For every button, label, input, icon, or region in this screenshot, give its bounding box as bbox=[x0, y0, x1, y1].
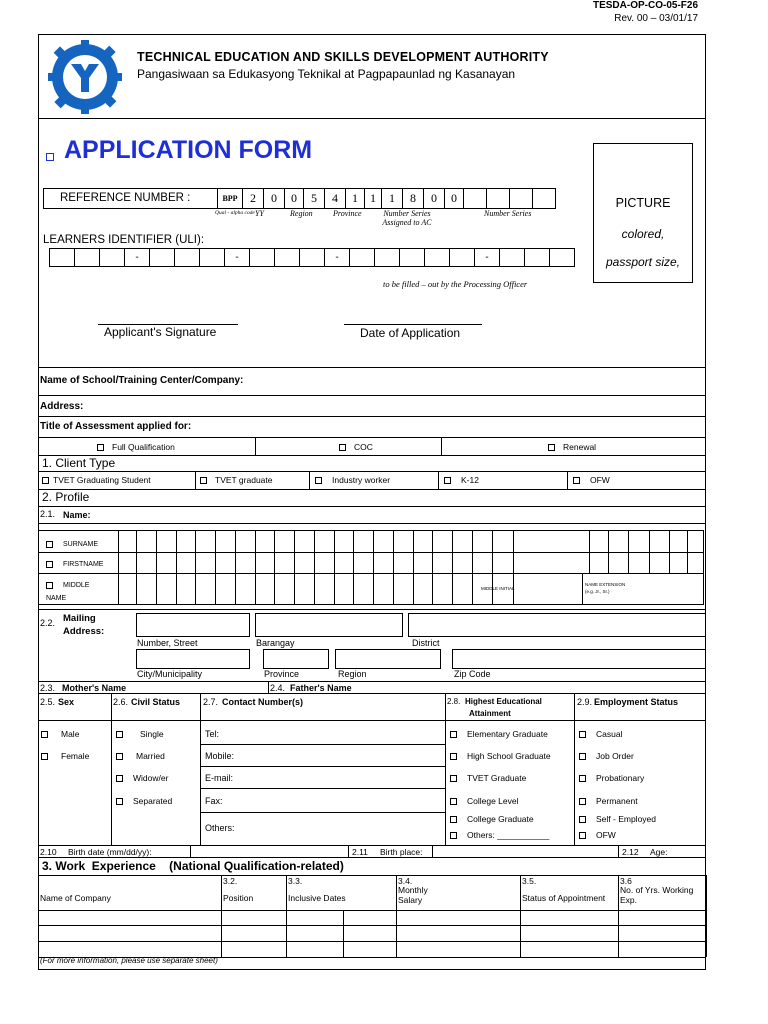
checkbox[interactable] bbox=[41, 753, 48, 760]
uli-cell[interactable] bbox=[549, 248, 575, 267]
col-line bbox=[574, 693, 575, 845]
emp-job-order[interactable] bbox=[579, 751, 634, 761]
col-line bbox=[195, 471, 196, 489]
uli-cell[interactable] bbox=[149, 248, 175, 267]
city-label: City/Municipality bbox=[137, 669, 203, 679]
date-line bbox=[344, 324, 482, 325]
name-grid-divider bbox=[582, 573, 583, 605]
checkbox[interactable] bbox=[46, 582, 53, 589]
region-field[interactable] bbox=[335, 649, 441, 669]
work-col-line bbox=[520, 875, 521, 957]
option-coc[interactable] bbox=[339, 442, 373, 452]
surname-row bbox=[46, 541, 98, 548]
checkbox[interactable] bbox=[116, 798, 123, 805]
name-grid-divider bbox=[513, 530, 514, 605]
row-line bbox=[200, 812, 445, 813]
work-experience-table bbox=[38, 875, 706, 957]
reference-digit-cell[interactable] bbox=[463, 188, 487, 209]
work-column-number: 3.2. bbox=[223, 876, 238, 886]
emp-ofw[interactable] bbox=[579, 830, 616, 840]
checkbox[interactable] bbox=[573, 477, 580, 484]
reference-digit-cell[interactable]: 2 bbox=[242, 188, 264, 209]
checkbox[interactable] bbox=[579, 753, 586, 760]
row-line bbox=[38, 693, 706, 694]
checkbox[interactable] bbox=[315, 477, 322, 484]
checkbox[interactable] bbox=[579, 731, 586, 738]
education-label-2: Attainment bbox=[469, 709, 511, 718]
name-grid-divider bbox=[393, 530, 394, 605]
uli-cell[interactable] bbox=[449, 248, 475, 267]
age-number: 2.12 bbox=[622, 847, 639, 857]
option-label: Probationary bbox=[596, 773, 645, 783]
option-label: Job Order bbox=[596, 751, 634, 761]
civil-separated[interactable] bbox=[116, 796, 172, 806]
work-column-header: Monthly Salary bbox=[398, 885, 428, 905]
option-label: COC bbox=[354, 442, 373, 452]
checkbox[interactable] bbox=[450, 798, 457, 805]
father-number: 2.4. bbox=[270, 683, 286, 693]
name-grid-divider bbox=[628, 530, 629, 573]
row-line bbox=[38, 720, 706, 721]
name-label: Name: bbox=[63, 510, 91, 520]
reference-digit-cell[interactable]: 4 bbox=[324, 188, 346, 209]
surname-label: SURNAME bbox=[63, 541, 99, 548]
row-line bbox=[38, 471, 706, 472]
civil-married[interactable] bbox=[116, 751, 165, 761]
name-grid-divider bbox=[472, 530, 473, 605]
option-label: Female bbox=[61, 751, 90, 761]
name-grid-divider bbox=[334, 530, 335, 605]
name-grid-divider bbox=[215, 530, 216, 605]
edu-others[interactable] bbox=[450, 830, 549, 840]
col-line bbox=[200, 693, 201, 845]
number-street-label: Number, Street bbox=[137, 638, 198, 648]
name-grid-divider bbox=[118, 530, 119, 605]
work-experience-heading: 3. Work Experience (National Qualification-related) bbox=[42, 859, 344, 873]
col-line bbox=[309, 471, 310, 489]
option-label: OFW bbox=[596, 830, 616, 840]
reference-digit-cell[interactable]: 8 bbox=[402, 188, 424, 209]
name-grid-divider bbox=[195, 530, 196, 605]
edu-tvet[interactable] bbox=[450, 773, 526, 783]
email-field[interactable]: E-mail: bbox=[205, 773, 234, 783]
option-label: TVET graduate bbox=[215, 475, 273, 485]
work-column-header: Position bbox=[223, 893, 254, 903]
reference-label: REFERENCE NUMBER : bbox=[60, 192, 191, 204]
middle-row bbox=[46, 582, 89, 589]
checkbox[interactable] bbox=[450, 731, 457, 738]
reference-digit-cell[interactable]: 5 bbox=[303, 188, 325, 209]
ref-caption-number-series-ac: Number Series Assigned to AC bbox=[382, 209, 432, 227]
uli-cell[interactable] bbox=[49, 248, 75, 267]
option-label: Industry worker bbox=[332, 475, 391, 485]
work-column-number: 3.5. bbox=[522, 876, 537, 886]
row-line bbox=[38, 845, 706, 846]
picture-colored: colored, bbox=[621, 227, 665, 241]
row-line bbox=[200, 744, 445, 745]
header-divider bbox=[38, 118, 706, 119]
father-label: Father's Name bbox=[290, 683, 352, 693]
firstname-label: FIRSTNAME bbox=[63, 561, 104, 568]
row-line bbox=[38, 395, 706, 396]
col-line bbox=[432, 845, 433, 857]
work-col-line bbox=[286, 875, 287, 957]
checkbox[interactable] bbox=[116, 731, 123, 738]
name-number: 2.1. bbox=[40, 509, 56, 519]
checkbox[interactable] bbox=[450, 775, 457, 782]
option-label: Male bbox=[61, 729, 80, 739]
checkbox[interactable] bbox=[579, 775, 586, 782]
name-grid-divider bbox=[589, 530, 590, 573]
checkbox[interactable] bbox=[97, 444, 104, 451]
name-grid-divider bbox=[156, 530, 157, 605]
province-field[interactable] bbox=[263, 649, 329, 669]
name-grid-divider bbox=[669, 530, 670, 573]
option-label: OFW bbox=[590, 475, 610, 485]
work-col-line bbox=[38, 875, 39, 957]
employment-label: Employment Status bbox=[594, 697, 679, 707]
name-extension-example: (e.g. Jr., Sr.) bbox=[585, 589, 610, 594]
option-label: Separated bbox=[133, 796, 173, 806]
number-street-field[interactable] bbox=[136, 613, 250, 637]
uli-cell[interactable] bbox=[199, 248, 225, 267]
name-grid-divider bbox=[432, 530, 433, 605]
contact-label: Contact Number(s) bbox=[222, 697, 304, 707]
client-industry-worker[interactable] bbox=[315, 475, 390, 485]
client-tvet-graduating[interactable] bbox=[42, 475, 151, 485]
option-label: Self - Employed bbox=[596, 814, 656, 824]
checkbox[interactable] bbox=[579, 832, 586, 839]
option-label: Widow/er bbox=[133, 773, 169, 783]
name-grid-divider bbox=[649, 530, 650, 573]
option-renewal[interactable] bbox=[548, 442, 596, 452]
emp-probationary[interactable] bbox=[579, 773, 644, 783]
birth-place-number: 2.11 bbox=[352, 847, 368, 857]
work-row-line bbox=[38, 910, 706, 911]
sex-label: Sex bbox=[58, 697, 75, 707]
option-label: College Level bbox=[467, 796, 519, 806]
checkbox[interactable] bbox=[46, 541, 53, 548]
fax-field[interactable]: Fax: bbox=[205, 796, 223, 806]
work-column-header: Status of Appointment bbox=[522, 893, 606, 903]
name-grid-divider bbox=[492, 530, 493, 605]
sex-female[interactable] bbox=[41, 751, 89, 761]
reference-digit-cell[interactable] bbox=[509, 188, 533, 209]
middle-initial-label: MIDDLE INITIAL bbox=[481, 586, 515, 591]
row-line bbox=[200, 766, 445, 767]
row-line bbox=[38, 523, 706, 524]
work-col-line bbox=[618, 875, 619, 957]
reference-digit-cell[interactable]: 0 bbox=[263, 188, 285, 209]
option-label: Casual bbox=[596, 729, 623, 739]
barangay-field[interactable] bbox=[255, 613, 403, 637]
option-label: Others: ___________ bbox=[467, 830, 550, 840]
col-line bbox=[348, 845, 349, 857]
col-line bbox=[255, 437, 256, 455]
edu-college-graduate[interactable] bbox=[450, 814, 534, 824]
uli-cell[interactable]: - bbox=[124, 248, 150, 267]
uli-cell[interactable]: - bbox=[324, 248, 350, 267]
name-grid-divider bbox=[452, 530, 453, 605]
uli-cell[interactable] bbox=[249, 248, 275, 267]
emp-self-employed[interactable] bbox=[579, 814, 656, 824]
mailing-number: 2.2. bbox=[40, 618, 56, 628]
district-label: District bbox=[412, 638, 440, 648]
sex-male[interactable] bbox=[41, 729, 79, 739]
option-label: Permanent bbox=[596, 796, 638, 806]
col-line bbox=[567, 471, 568, 489]
uli-cell[interactable] bbox=[424, 248, 450, 267]
name-grid-divider bbox=[608, 530, 609, 573]
reference-digit-cell[interactable]: 1 bbox=[381, 188, 403, 209]
checkbox[interactable] bbox=[548, 444, 555, 451]
firstname-row bbox=[46, 561, 103, 568]
work-row-line bbox=[38, 941, 706, 942]
title-checkbox[interactable] bbox=[46, 153, 54, 161]
work-column-header: Name of Company bbox=[40, 893, 111, 903]
row-line bbox=[38, 681, 706, 682]
mother-label: Mother's Name bbox=[62, 683, 127, 693]
reference-digit-cell[interactable]: 1 bbox=[364, 188, 382, 209]
region-label: Region bbox=[338, 669, 367, 679]
uli-cell[interactable] bbox=[349, 248, 375, 267]
uli-cell[interactable] bbox=[174, 248, 200, 267]
checkbox[interactable] bbox=[450, 832, 457, 839]
checkbox[interactable] bbox=[116, 775, 123, 782]
row-line bbox=[38, 367, 706, 368]
checkbox[interactable] bbox=[450, 816, 457, 823]
col-line bbox=[618, 845, 619, 857]
name-grid-divider bbox=[136, 530, 137, 605]
age-label[interactable]: Age: bbox=[650, 847, 668, 857]
col-line bbox=[190, 845, 191, 857]
option-label: TVET Graduating Student bbox=[53, 475, 151, 485]
work-column-number: 3.6 bbox=[620, 876, 632, 886]
work-column-number: 3.4. bbox=[398, 876, 413, 886]
name-grid-divider bbox=[294, 530, 295, 605]
checkbox[interactable] bbox=[444, 477, 451, 484]
address-label: Address: bbox=[40, 401, 84, 412]
name-extension-label: NAME EXTENSION bbox=[585, 582, 626, 587]
client-type-heading: 1. Client Type bbox=[42, 456, 116, 470]
col-line bbox=[441, 437, 442, 455]
uli-cell[interactable]: - bbox=[224, 248, 250, 267]
mobile-field[interactable]: Mobile: bbox=[205, 751, 235, 761]
uli-cell[interactable]: - bbox=[474, 248, 500, 267]
client-tvet-graduate[interactable] bbox=[200, 475, 273, 485]
work-row-line bbox=[38, 925, 706, 926]
work-col-line bbox=[706, 875, 707, 957]
city-field[interactable] bbox=[136, 649, 250, 669]
uli-cell[interactable] bbox=[524, 248, 550, 267]
ref-caption-qual: Qual - alpha code bbox=[215, 210, 255, 216]
work-column-header: No. of Yrs. Working Exp. bbox=[620, 885, 694, 905]
middle-label: MIDDLE bbox=[63, 582, 90, 589]
checkbox[interactable] bbox=[116, 753, 123, 760]
row-line bbox=[38, 455, 706, 456]
checkbox[interactable] bbox=[42, 477, 49, 484]
option-label: TVET Graduate bbox=[467, 773, 527, 783]
tel-field[interactable]: Tel: bbox=[205, 729, 220, 739]
row-line bbox=[38, 609, 706, 610]
civil-number: 2.6. bbox=[113, 697, 129, 707]
civil-label: Civil Status bbox=[131, 697, 181, 707]
uli-cell[interactable] bbox=[74, 248, 100, 267]
name-grid-divider bbox=[687, 530, 688, 573]
birth-date-label[interactable]: Birth date (mm/dd/yy): bbox=[68, 847, 152, 857]
ref-caption-region: Region bbox=[290, 209, 313, 218]
name-grid-divider bbox=[373, 530, 374, 605]
name-grid-divider bbox=[314, 530, 315, 605]
client-ofw[interactable] bbox=[573, 475, 610, 485]
district-field[interactable] bbox=[408, 613, 706, 637]
school-label: Name of School/Training Center/Company: bbox=[40, 375, 244, 386]
reference-digit-cell[interactable] bbox=[532, 188, 556, 209]
contact-number: 2.7. bbox=[203, 697, 219, 707]
checkbox[interactable] bbox=[579, 816, 586, 823]
checkbox[interactable] bbox=[41, 731, 48, 738]
tesda-logo-icon bbox=[46, 38, 124, 116]
option-label: Single bbox=[140, 729, 164, 739]
assessment-label: Title of Assessment applied for: bbox=[40, 421, 192, 432]
others-field[interactable]: Others: bbox=[205, 823, 235, 833]
sex-number: 2.5. bbox=[40, 697, 56, 707]
uli-cell[interactable] bbox=[374, 248, 400, 267]
zip-label: Zip Code bbox=[454, 669, 491, 679]
row-line bbox=[38, 489, 706, 490]
row-line bbox=[38, 506, 706, 507]
middle-name-label: NAME bbox=[46, 595, 67, 602]
zip-field[interactable] bbox=[452, 649, 706, 669]
work-col-line bbox=[221, 875, 222, 957]
applicant-signature-label: Applicant's Signature bbox=[104, 325, 217, 339]
name-grid-divider bbox=[413, 530, 414, 605]
uli-cell[interactable] bbox=[99, 248, 125, 267]
uli-cell[interactable] bbox=[274, 248, 300, 267]
edu-college-level[interactable] bbox=[450, 796, 519, 806]
education-number: 2.8. bbox=[447, 697, 461, 706]
document-code: TESDA-OP-CO-05-F26 bbox=[592, 0, 698, 11]
option-label: K-12 bbox=[461, 475, 479, 485]
reference-digit-cell[interactable]: BPP bbox=[217, 188, 243, 209]
work-column-number: 3.3. bbox=[288, 876, 303, 886]
name-grid-divider bbox=[353, 530, 354, 605]
option-label: High School Graduate bbox=[467, 751, 551, 761]
mother-number: 2.3. bbox=[40, 683, 56, 693]
reference-digit-cell[interactable]: 0 bbox=[284, 188, 304, 209]
name-grid-divider bbox=[255, 530, 256, 605]
agency-name-filipino: Pangasiwaan sa Edukasyong Teknikal at Pagpapaunlad ng Kasanayan bbox=[137, 67, 516, 81]
row-line bbox=[38, 437, 706, 438]
option-full-qualification[interactable] bbox=[97, 442, 175, 452]
education-label: Highest Educational bbox=[465, 697, 542, 706]
name-grid-divider bbox=[235, 530, 236, 605]
col-line bbox=[111, 693, 112, 845]
name-grid-divider bbox=[176, 530, 177, 605]
edu-high-school[interactable] bbox=[450, 751, 551, 761]
uli-label: LEARNERS IDENTIFIER (ULI): bbox=[43, 234, 205, 246]
col-line bbox=[445, 693, 446, 845]
client-k12[interactable] bbox=[444, 475, 479, 485]
processing-note: to be filled – out by the Processing Officer bbox=[383, 279, 528, 289]
reference-number-grid bbox=[218, 188, 556, 209]
option-label: Full Qualification bbox=[112, 442, 175, 452]
reference-digit-cell[interactable] bbox=[486, 188, 510, 209]
ref-caption-yy: YY bbox=[255, 209, 264, 218]
emp-casual[interactable] bbox=[579, 729, 622, 739]
agency-name: TECHNICAL EDUCATION AND SKILLS DEVELOPMENT AUTHORITY bbox=[137, 50, 549, 64]
option-label: College Graduate bbox=[467, 814, 534, 824]
col-line bbox=[268, 681, 269, 693]
ref-caption-number-series: Number Series bbox=[484, 209, 532, 218]
uli-cell[interactable] bbox=[499, 248, 525, 267]
barangay-label: Barangay bbox=[256, 638, 295, 648]
employment-number: 2.9. bbox=[577, 697, 593, 707]
province-label: Province bbox=[264, 669, 300, 679]
work-column-header: Inclusive Dates bbox=[288, 893, 346, 903]
reference-digit-cell[interactable]: 0 bbox=[444, 188, 464, 209]
profile-heading: 2. Profile bbox=[42, 490, 90, 504]
birth-place-label[interactable]: Birth place: bbox=[380, 847, 423, 857]
checkbox[interactable] bbox=[450, 753, 457, 760]
work-col-line bbox=[396, 875, 397, 957]
option-label: Married bbox=[136, 751, 165, 761]
revision-date: Rev. 00 – 03/01/17 bbox=[614, 13, 698, 24]
uli-grid bbox=[50, 248, 575, 267]
civil-single[interactable] bbox=[116, 729, 164, 739]
emp-permanent[interactable] bbox=[579, 796, 638, 806]
row-line bbox=[200, 788, 445, 789]
ref-caption-province: Province bbox=[333, 209, 362, 218]
address-label-2: Address: bbox=[63, 626, 105, 637]
form-title: APPLICATION FORM bbox=[64, 136, 313, 164]
work-row-line bbox=[38, 875, 706, 876]
work-col-line bbox=[343, 910, 344, 957]
picture-label: PICTURE bbox=[615, 196, 671, 210]
checkbox[interactable] bbox=[339, 444, 346, 451]
col-line bbox=[438, 471, 439, 489]
checkbox[interactable] bbox=[579, 798, 586, 805]
uli-cell[interactable] bbox=[399, 248, 425, 267]
uli-cell[interactable] bbox=[299, 248, 325, 267]
reference-digit-cell[interactable]: 0 bbox=[423, 188, 445, 209]
row-line bbox=[38, 416, 706, 417]
name-grid-divider bbox=[274, 530, 275, 605]
footnote: (For more information, please use separate sheet) bbox=[40, 956, 218, 965]
date-of-application-label: Date of Application bbox=[360, 326, 461, 340]
edu-elementary[interactable] bbox=[450, 729, 548, 739]
checkbox[interactable] bbox=[200, 477, 207, 484]
picture-passport-size: passport size, bbox=[605, 255, 681, 269]
birth-date-number: 2.10 bbox=[40, 847, 57, 857]
mailing-label: Mailing bbox=[63, 613, 96, 624]
option-label: Elementary Graduate bbox=[467, 729, 548, 739]
civil-widower[interactable] bbox=[116, 773, 168, 783]
option-label: Renewal bbox=[563, 442, 597, 452]
row-line bbox=[38, 857, 706, 858]
checkbox[interactable] bbox=[46, 561, 53, 568]
reference-digit-cell[interactable]: 1 bbox=[345, 188, 365, 209]
